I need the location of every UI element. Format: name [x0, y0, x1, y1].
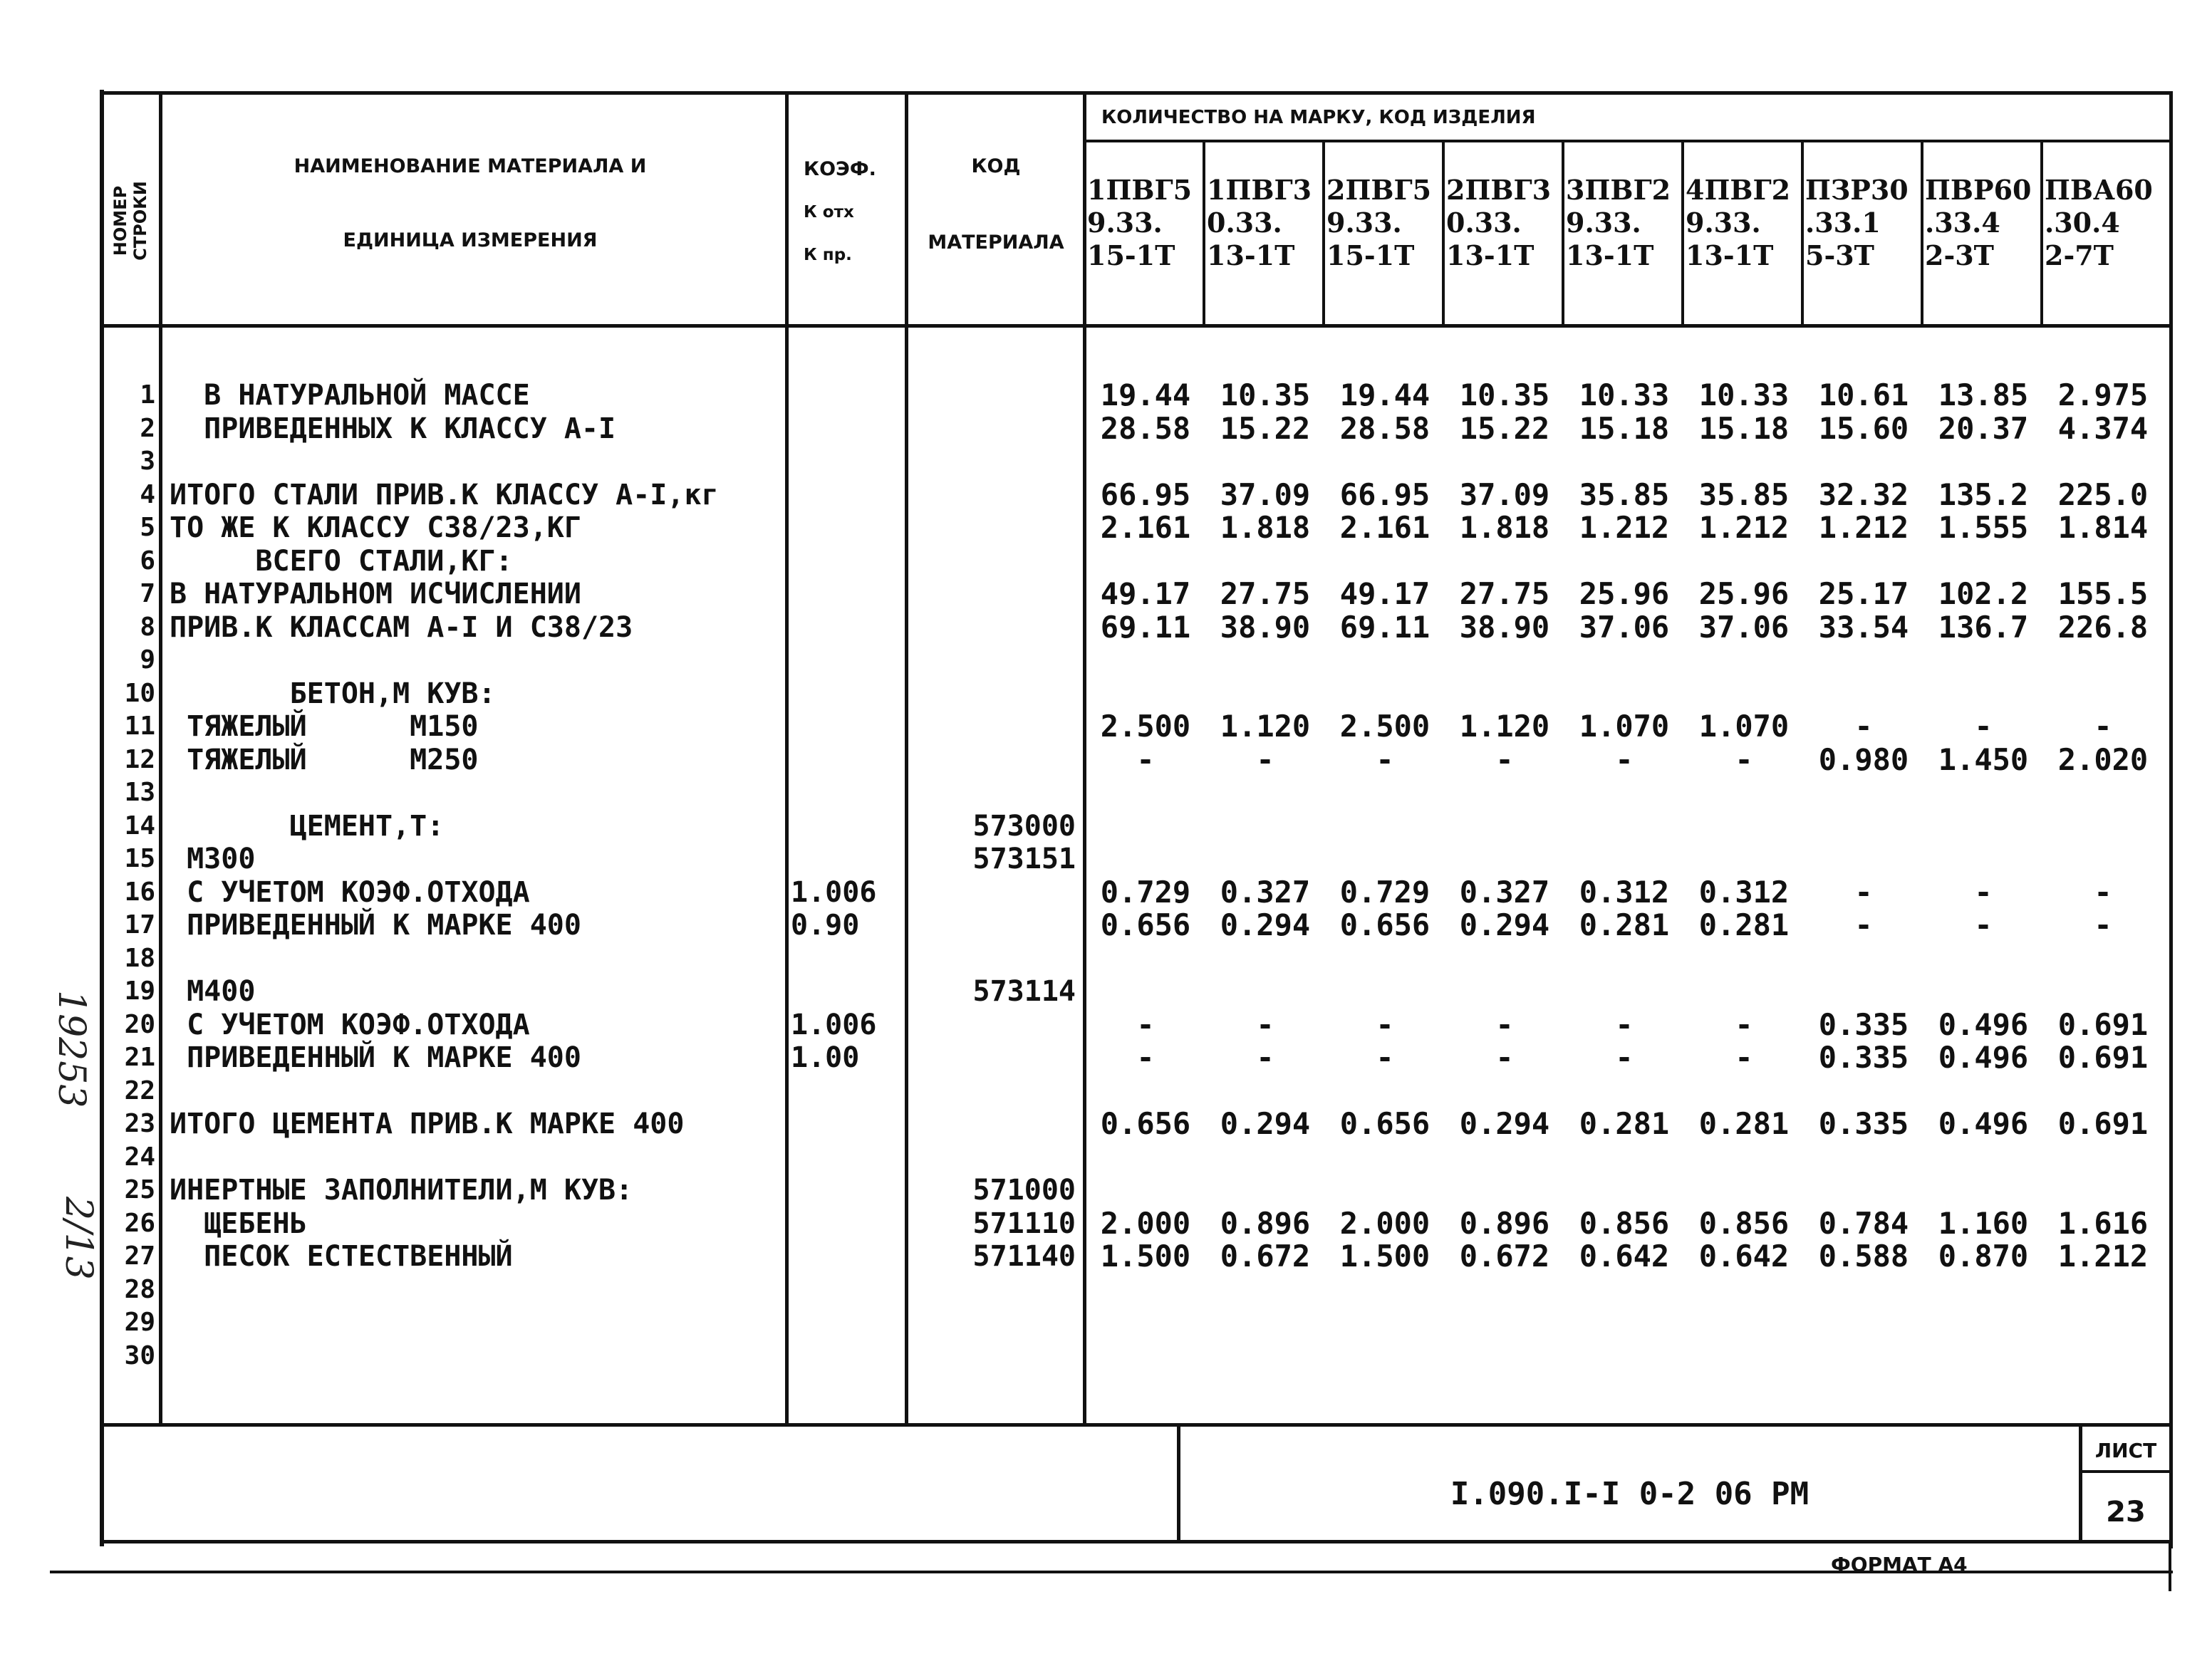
- column-header: ПВР60 .33.4 2-3Т: [1925, 174, 2032, 271]
- row-number: 16: [124, 878, 155, 907]
- row-number: 7: [140, 579, 155, 608]
- material-name: ЩЕБЕНЬ: [170, 1207, 307, 1240]
- quantity-cell: 0.656: [1339, 1106, 1430, 1141]
- material-name: БЕТОН,М КУВ:: [170, 677, 496, 710]
- material-code: 573114: [972, 975, 1076, 1008]
- material-code: 573151: [972, 843, 1076, 875]
- quantity-cell: 0.281: [1698, 1106, 1790, 1141]
- coefficient: 1.00: [791, 1041, 860, 1074]
- row-number: 18: [124, 944, 155, 973]
- quantity-cell: -: [1974, 709, 1993, 744]
- quantity-cell: 0.856: [1579, 1206, 1670, 1241]
- material-name: В НАТУРАЛЬНОЙ МАССЕ: [170, 379, 530, 412]
- quantity-cell: 2.161: [1339, 510, 1430, 545]
- quantity-cell: 0.312: [1579, 875, 1670, 910]
- material-name: С УЧЕТОМ КОЭФ.ОТХОДА: [170, 876, 530, 909]
- quantity-cell: 25.96: [1698, 576, 1790, 611]
- quantity-cell: 0.335: [1818, 1007, 1909, 1042]
- row-number: 6: [140, 546, 155, 576]
- document-code: I.090.I-I 0-2 06 РМ: [1450, 1476, 1809, 1512]
- quantity-cell: 0.729: [1100, 875, 1191, 910]
- material-code: 571140: [972, 1240, 1076, 1273]
- row-number: 15: [124, 844, 155, 873]
- quantity-cell: 4.374: [2057, 411, 2149, 446]
- quantity-cell: 15.22: [1459, 411, 1550, 446]
- row-number: 8: [140, 613, 155, 642]
- quantity-cell: 1.818: [1459, 510, 1550, 545]
- quantity-cell: 2.500: [1339, 709, 1430, 744]
- quantity-cell: 69.11: [1100, 610, 1191, 645]
- column-header: ПВА60 .30.4 2-7Т: [2045, 174, 2153, 271]
- quantity-cell: 0.656: [1100, 1106, 1191, 1141]
- sheet-label: ЛИСТ: [2094, 1439, 2157, 1462]
- quantity-cell: 33.54: [1818, 610, 1909, 645]
- material-name: ВСЕГО СТАЛИ,КГ:: [170, 545, 513, 578]
- quantity-cell: 0.294: [1459, 1106, 1550, 1141]
- quantity-cell: -: [2094, 907, 2112, 942]
- coef-header-line3: К пр.: [804, 246, 852, 264]
- quantity-cell: -: [1376, 1040, 1394, 1075]
- quantity-cell: 1.814: [2057, 510, 2149, 545]
- quantity-cell: 0.691: [2057, 1040, 2149, 1075]
- quantity-cell: 0.294: [1459, 907, 1550, 942]
- quantity-cell: 0.656: [1339, 907, 1430, 942]
- quantity-cell: 38.90: [1220, 610, 1311, 645]
- row-number: 26: [124, 1209, 155, 1238]
- quantity-cell: 2.000: [1339, 1206, 1430, 1241]
- quantity-cell: 37.06: [1698, 610, 1790, 645]
- quantity-cell: 69.11: [1339, 610, 1430, 645]
- row-number: 11: [124, 712, 155, 741]
- format-label: ФОРМАТ А4: [1831, 1553, 1968, 1576]
- quantity-cell: 19.44: [1339, 378, 1430, 412]
- quantity-cell: 2.161: [1100, 510, 1191, 545]
- quantity-cell: 25.96: [1579, 576, 1670, 611]
- quantity-cell: 2.500: [1100, 709, 1191, 744]
- quantity-cell: 0.870: [1938, 1239, 2029, 1274]
- row-number: 25: [124, 1175, 155, 1204]
- quantity-cell: -: [1495, 1040, 1514, 1075]
- quantity-cell: 0.294: [1220, 907, 1311, 942]
- quantity-cell: 155.5: [2057, 576, 2149, 611]
- material-name: ПРИВЕДЕННЫЙ К МАРКЕ 400: [170, 1041, 581, 1074]
- quantity-cell: 35.85: [1579, 477, 1670, 512]
- material-code: 571000: [972, 1174, 1076, 1207]
- quantity-header: КОЛИЧЕСТВО НА МАРКУ, КОД ИЗДЕЛИЯ: [1101, 107, 1536, 128]
- quantity-cell: 0.856: [1698, 1206, 1790, 1241]
- column-header: 2ПВГ5 9.33. 15-1Т: [1326, 174, 1432, 271]
- material-name: ИТОГО СТАЛИ ПРИВ.К КЛАССУ А-I,кг: [170, 479, 719, 511]
- quantity-cell: 1.616: [2057, 1206, 2149, 1241]
- column-header: 3ПВГ2 9.33. 13-1Т: [1566, 174, 1671, 271]
- quantity-cell: 1.450: [1938, 742, 2029, 777]
- quantity-cell: 1.120: [1220, 709, 1311, 744]
- material-name-header-line1: НАИМЕНОВАНИЕ МАТЕРИАЛА И: [294, 155, 647, 177]
- coefficient: 1.006: [791, 876, 877, 909]
- quantity-cell: 27.75: [1220, 576, 1311, 611]
- row-number: 9: [140, 645, 155, 675]
- margin-note-bottom: 2/13: [57, 1197, 100, 1280]
- row-number: 3: [140, 447, 155, 476]
- row-number: 19: [124, 977, 155, 1006]
- quantity-cell: 0.327: [1220, 875, 1311, 910]
- quantity-cell: 1.070: [1579, 709, 1670, 744]
- column-header: ПЗР30 .33.1 5-3Т: [1805, 174, 1909, 271]
- material-name: ПРИВЕДЕННЫЙ К МАРКЕ 400: [170, 909, 581, 942]
- quantity-cell: 0.335: [1818, 1106, 1909, 1141]
- row-number: 12: [124, 745, 155, 774]
- quantity-cell: 10.35: [1459, 378, 1550, 412]
- quantity-cell: 0.281: [1698, 907, 1790, 942]
- quantity-cell: 35.85: [1698, 477, 1790, 512]
- quantity-cell: -: [1615, 742, 1634, 777]
- quantity-cell: 0.312: [1698, 875, 1790, 910]
- material-code: 571110: [972, 1207, 1076, 1240]
- quantity-cell: 0.281: [1579, 1106, 1670, 1141]
- quantity-cell: 1.120: [1459, 709, 1550, 744]
- quantity-cell: 37.06: [1579, 610, 1670, 645]
- material-name: ПЕСОК ЕСТЕСТВЕННЫЙ: [170, 1240, 513, 1273]
- material-name-header-line2: ЕДИНИЦА ИЗМЕРЕНИЯ: [343, 229, 598, 251]
- quantity-cell: 28.58: [1339, 411, 1430, 446]
- quantity-cell: 15.18: [1698, 411, 1790, 446]
- material-name: ТО ЖЕ К КЛАССУ С38/23,КГ: [170, 511, 581, 544]
- quantity-cell: 226.8: [2057, 610, 2149, 645]
- quantity-cell: 1.070: [1698, 709, 1790, 744]
- material-name: С УЧЕТОМ КОЭФ.ОТХОДА: [170, 1009, 530, 1041]
- quantity-cell: -: [1735, 742, 1753, 777]
- quantity-cell: 0.980: [1818, 742, 1909, 777]
- quantity-cell: 0.896: [1220, 1206, 1311, 1241]
- column-header: 4ПВГ2 9.33. 13-1Т: [1686, 174, 1791, 271]
- quantity-cell: 0.281: [1579, 907, 1670, 942]
- row-number: 4: [140, 480, 155, 509]
- quantity-cell: -: [2094, 709, 2112, 744]
- quantity-cell: 0.672: [1220, 1239, 1311, 1274]
- code-header-line2: МАТЕРИАЛА: [928, 231, 1064, 254]
- quantity-cell: -: [1136, 1007, 1155, 1042]
- coef-header-line1: КОЭФ.: [804, 158, 876, 180]
- coefficient: 0.90: [791, 909, 860, 942]
- quantity-cell: -: [1136, 1040, 1155, 1075]
- quantity-cell: 10.35: [1220, 378, 1311, 412]
- quantity-cell: 20.37: [1938, 411, 2029, 446]
- material-name: В НАТУРАЛЬНОМ ИСЧИСЛЕНИИ: [170, 578, 581, 610]
- margin-note-top: 19253: [50, 990, 93, 1108]
- quantity-cell: 135.2: [1938, 477, 2029, 512]
- quantity-cell: 10.33: [1698, 378, 1790, 412]
- material-name: ЦЕМЕНТ,Т:: [170, 810, 445, 843]
- quantity-cell: -: [1854, 907, 1873, 942]
- quantity-cell: -: [1376, 1007, 1394, 1042]
- quantity-cell: 136.7: [1938, 610, 2029, 645]
- quantity-cell: -: [1495, 742, 1514, 777]
- quantity-cell: 49.17: [1339, 576, 1430, 611]
- quantity-cell: 28.58: [1100, 411, 1191, 446]
- quantity-cell: 1.555: [1938, 510, 2029, 545]
- coef-header-line2: К отх: [804, 203, 854, 222]
- material-name: ИТОГО ЦЕМЕНТА ПРИВ.К МАРКЕ 400: [170, 1108, 685, 1140]
- quantity-cell: 0.656: [1100, 907, 1191, 942]
- row-number: 10: [124, 679, 155, 708]
- quantity-cell: 0.496: [1938, 1007, 2029, 1042]
- quantity-cell: 0.691: [2057, 1106, 2149, 1141]
- quantity-cell: -: [1735, 1007, 1753, 1042]
- row-number: 24: [124, 1142, 155, 1172]
- quantity-cell: -: [1735, 1040, 1753, 1075]
- quantity-cell: 66.95: [1100, 477, 1191, 512]
- material-code: 573000: [972, 810, 1076, 843]
- code-header-line1: КОД: [971, 155, 1021, 177]
- quantity-cell: 2.975: [2057, 378, 2149, 412]
- quantity-cell: 0.642: [1698, 1239, 1790, 1274]
- quantity-cell: 1.212: [1698, 510, 1790, 545]
- quantity-cell: 15.60: [1818, 411, 1909, 446]
- quantity-cell: 0.896: [1459, 1206, 1550, 1241]
- quantity-cell: 25.17: [1818, 576, 1909, 611]
- quantity-cell: 0.327: [1459, 875, 1550, 910]
- row-number: 23: [124, 1109, 155, 1138]
- quantity-cell: 1.212: [1818, 510, 1909, 545]
- material-name: ПРИВ.К КЛАССАМ А-I И С38/23: [170, 611, 633, 644]
- sheet-number: 23: [2106, 1496, 2146, 1529]
- row-number: 27: [124, 1241, 155, 1271]
- quantity-cell: 10.33: [1579, 378, 1670, 412]
- quantity-cell: 0.588: [1818, 1239, 1909, 1274]
- row-number: 5: [140, 513, 155, 542]
- quantity-cell: 0.496: [1938, 1040, 2029, 1075]
- quantity-cell: 32.32: [1818, 477, 1909, 512]
- column-header: 2ПВГ3 0.33. 13-1Т: [1446, 174, 1552, 271]
- quantity-cell: 13.85: [1938, 378, 2029, 412]
- row-number: 30: [124, 1341, 155, 1370]
- quantity-cell: 49.17: [1100, 576, 1191, 611]
- material-name: ТЯЖЕЛЫЙ М150: [170, 710, 479, 743]
- quantity-cell: -: [1854, 709, 1873, 744]
- row-number: 29: [124, 1308, 155, 1337]
- column-header: 1ПВГ5 9.33. 15-1Т: [1087, 174, 1193, 271]
- quantity-cell: -: [1854, 875, 1873, 910]
- quantity-cell: -: [1615, 1007, 1634, 1042]
- quantity-cell: -: [1974, 907, 1993, 942]
- quantity-cell: 1.818: [1220, 510, 1311, 545]
- quantity-cell: -: [1495, 1007, 1514, 1042]
- quantity-cell: -: [1974, 875, 1993, 910]
- row-number: 1: [140, 380, 155, 410]
- row-number: 17: [124, 910, 155, 939]
- quantity-cell: 225.0: [2057, 477, 2149, 512]
- quantity-cell: 37.09: [1220, 477, 1311, 512]
- quantity-cell: 66.95: [1339, 477, 1430, 512]
- quantity-cell: 15.18: [1579, 411, 1670, 446]
- quantity-cell: 1.500: [1339, 1239, 1430, 1274]
- row-number: 20: [124, 1010, 155, 1039]
- row-number: 2: [140, 414, 155, 443]
- quantity-cell: 38.90: [1459, 610, 1550, 645]
- quantity-cell: -: [1256, 1040, 1274, 1075]
- quantity-cell: 1.212: [2057, 1239, 2149, 1274]
- material-name: М400: [170, 975, 256, 1008]
- quantity-cell: 1.500: [1100, 1239, 1191, 1274]
- quantity-cell: 2.000: [1100, 1206, 1191, 1241]
- quantity-cell: 0.496: [1938, 1106, 2029, 1141]
- quantity-cell: -: [1376, 742, 1394, 777]
- material-name: М300: [170, 843, 256, 875]
- quantity-cell: -: [1136, 742, 1155, 777]
- quantity-cell: 0.729: [1339, 875, 1430, 910]
- quantity-cell: 37.09: [1459, 477, 1550, 512]
- quantity-cell: 0.672: [1459, 1239, 1550, 1274]
- row-number: 28: [124, 1275, 155, 1304]
- row-number-header: НОМЕР СТРОКИ: [110, 181, 150, 261]
- quantity-cell: -: [1256, 742, 1274, 777]
- row-number: 21: [124, 1043, 155, 1072]
- quantity-cell: 0.784: [1818, 1206, 1909, 1241]
- column-header: 1ПВГ3 0.33. 13-1Т: [1207, 174, 1312, 271]
- quantity-cell: -: [1615, 1040, 1634, 1075]
- quantity-cell: 0.691: [2057, 1007, 2149, 1042]
- material-name: ТЯЖЕЛЫЙ М250: [170, 744, 479, 776]
- material-name: ПРИВЕДЕННЫХ К КЛАССУ А-I: [170, 412, 616, 445]
- quantity-cell: 102.2: [1938, 576, 2029, 611]
- quantity-cell: 19.44: [1100, 378, 1191, 412]
- row-number: 22: [124, 1076, 155, 1105]
- quantity-cell: 2.020: [2057, 742, 2149, 777]
- quantity-cell: 10.61: [1818, 378, 1909, 412]
- row-number: 14: [124, 811, 155, 840]
- row-number: 13: [124, 778, 155, 807]
- quantity-cell: 1.160: [1938, 1206, 2029, 1241]
- quantity-cell: 1.212: [1579, 510, 1670, 545]
- quantity-cell: 0.294: [1220, 1106, 1311, 1141]
- quantity-cell: 15.22: [1220, 411, 1311, 446]
- quantity-cell: 27.75: [1459, 576, 1550, 611]
- quantity-cell: -: [1256, 1007, 1274, 1042]
- quantity-cell: -: [2094, 875, 2112, 910]
- quantity-cell: 0.335: [1818, 1040, 1909, 1075]
- material-name: ИНЕРТНЫЕ ЗАПОЛНИТЕЛИ,М КУВ:: [170, 1174, 633, 1207]
- coefficient: 1.006: [791, 1009, 877, 1041]
- quantity-cell: 0.642: [1579, 1239, 1670, 1274]
